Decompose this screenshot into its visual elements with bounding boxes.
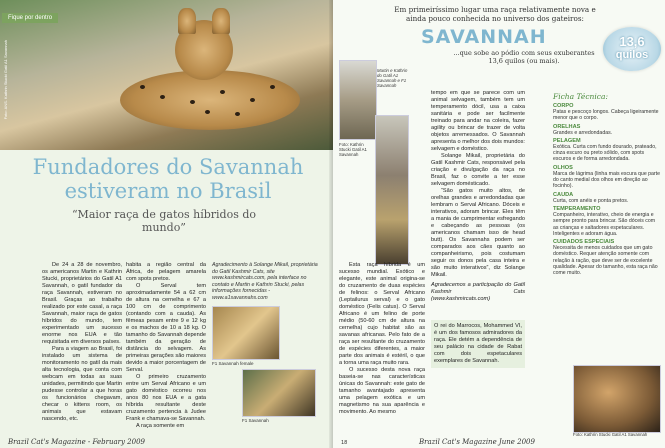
tech-heading: PELAGEM bbox=[553, 137, 581, 144]
paragraph: A raça somente em bbox=[136, 423, 185, 429]
tech-heading: TEMPERAMENTO bbox=[553, 205, 601, 212]
badge-number: 13,6 bbox=[619, 34, 645, 49]
cat-photo-2 bbox=[242, 369, 316, 417]
tech-heading: CUIDADOS ESPECIAIS bbox=[553, 239, 615, 246]
woman-cat-photo bbox=[573, 365, 661, 433]
acknowledgement: Agradecimento à Solange Mikail, proprietária do Gatil Kashmir Cats, site www.kashmircats.com, pela interface no contato e Martin e Kathrin Stucki, pelas informações fornecidas - www.a1savannahs.com bbox=[212, 262, 318, 301]
headline: SAVANNAH bbox=[421, 26, 547, 48]
cat-ear-left bbox=[178, 8, 196, 34]
paragraph: O rei do Marrocos, Mohammed VI, é um dos famosos admiradores da raça. Ele detém a dependência de seu palácio na cidade de Rabat com dois espetaculares exemplares de Savannah. bbox=[434, 323, 522, 364]
middle-column bbox=[431, 90, 525, 303]
column-2 bbox=[126, 262, 206, 430]
tech-text: Patas e pescoço longos. Cabeça ligeiramente menor que o corpo. bbox=[553, 109, 659, 122]
subtitle: “Maior raça de gatos híbridos do mundo” bbox=[71, 208, 257, 234]
paragraph: O Serval tem aproximadamente 54 a 62 cm de altura na cernelha e 67 a 100 cm de comprimento (contando com a cauda). As fêmeas pesam entre 9 e 12 kg e os machos de 10 a 18 kg. O tamanho do Savannah depende também da geração de distância do selvagem. As primeiras gerações são maiores devido a maior porcentagem de Serval. bbox=[126, 283, 206, 373]
tech-sheet bbox=[553, 92, 661, 277]
tech-text: Exótica. Curta com fundo dourado, prateado, cinza escuro ou preto sólido, com spots escuros e de forma arredondada. bbox=[553, 143, 657, 163]
paragraph: O primeiro cruzamento entre um Serval Africano e um gato doméstico ocorreu nos anos 80 nos EUA e a gata híbrida resultante deste cruzamento pertencia à Judee Frank e chamava-se Savannah. bbox=[126, 374, 206, 422]
cat-photo-1 bbox=[212, 306, 280, 360]
paragraph: De 24 a 28 de novembro, os americanos Martin e Kathrin Stucki, proprietários do Gatil A1 Savannah, o gatil fundador da raça Savannah, estiveram no Brasil. Graças ao trabalho realizado por este casal, a raça Savannah, maior raça de gatos híbridos do mundo, tem experimentado um sucesso enorme nos EUA e tão requisitada em diversos países. bbox=[42, 262, 122, 345]
photo-credit: Foto: ANS. Kathrin Stucki Gatil A1 Savannah bbox=[3, 40, 8, 120]
page-title: Fundadores do Savannah estiveram no Brasil bbox=[32, 155, 304, 203]
tech-heading: ORELHAS bbox=[553, 123, 581, 130]
tech-text: Marca de lágrima (linha mais escura que parte do canto medial dos olhos em direção ao focinho). bbox=[553, 170, 660, 190]
paragraph: Esta raça híbrida é um sucesso mundial. Exótico e elegante, este animal origina-se do cruzamento de duas espécies de felinos: o Serval Africano (Leptailurus serval) e o gato doméstico (Felis catus). O Serval Africano é um felino de porte médio (50-60 cm de altura na cernelha) cujo habitat são as savanas africanas. Pelo fato de a raça ser resultante do cruzamento de espécies diferentes, a maior parte dos animais é estéril, o que a torna uma raça muito rara. bbox=[339, 262, 425, 366]
page-footer: Brazil Cat's Magazine June 2009 bbox=[419, 438, 535, 446]
tech-title: Ficha Técnica: bbox=[553, 92, 608, 101]
tech-heading: CORPO bbox=[553, 103, 574, 109]
intro-text: Em primeiríssimo lugar uma raça relativamente nova e ainda pouco conhecida no universo dos gateiros: bbox=[394, 5, 596, 23]
photo-credit: Foto: Kathrin Stucki Gatil A1 Savannah bbox=[339, 142, 367, 157]
acknowledgement: Agradecemos a participação do Gatil Kashmir Cats (www.kashmircats.com) bbox=[431, 282, 525, 302]
page-footer: Brazil Cat's Magazine - February 2009 bbox=[8, 438, 145, 446]
tech-heading: OLHOS bbox=[553, 164, 573, 171]
tech-text: Companheiro, interativo, cheio de energia e sempre pronto para brincar. São dóceis com as crianças e saltadores espetaculares. Inteligentes e adoram água. bbox=[553, 211, 656, 237]
photo-credit: Foto: Kathrin Stucki Gatil A1 Savannah bbox=[573, 432, 648, 437]
cat-ear-right bbox=[212, 8, 230, 34]
paragraph: Para a viagem ao Brasil, foi instalado um sistema de monitoramento no gatil da mais alta tecnologia, que conta com webcam em todas as suas unidades, permitindo que Martin pudesse controlar a que horas os funcionários chegavam, checar o kittens room, os animais que estavam nascendo, etc. bbox=[42, 346, 122, 422]
right-page bbox=[333, 0, 665, 448]
caption: F1 Savannah bbox=[242, 418, 269, 424]
column-1 bbox=[42, 262, 122, 423]
tech-list bbox=[553, 103, 661, 277]
tech-heading: CAUDA bbox=[553, 191, 574, 198]
left-column bbox=[339, 262, 425, 416]
caption: F1 Savannah female bbox=[212, 360, 254, 366]
badge-unit: quilos bbox=[615, 49, 649, 61]
section-label: Fique por dentro bbox=[2, 13, 58, 23]
tech-text: Grandes e arredondadas. bbox=[553, 129, 613, 136]
paragraph: Solange Mikail, proprietária do Gatil Kashmir Cats, responsável pela criação e divulgação da raça no Brasil, faz o convite a ter esse selvagem domésticado. bbox=[431, 153, 525, 187]
page-number: 18 bbox=[341, 440, 348, 446]
paragraph: “São gatos muito altos, de orelhas grandes e arredondadas que lembram o Serval Africano. Dóceis e interativos, adoram brincar. Eles têm a mania de cumprimentar esfregando e cabeçando as pessoas (os americanos chamam isso de head butt). Os Savannahs podem ser comparados aos cães quanto ao companheirismo, pois costumam seguir os donos pela casa inteira e são muito interativos”, diz Solange Mikail. bbox=[431, 188, 525, 278]
person-cat-photo-2 bbox=[375, 115, 409, 265]
paragraph: tempo em que se parece com um animal selvagem, também tem um temperamento dócil, usa a caixa sanitária e pode ser facilmente treinado para andar na coleira, fazer agility ou brincar de trazer de volta objetos arremessados. O Savannah apresenta o melhor dos dois mundos: selvagem e doméstico. bbox=[431, 90, 525, 152]
tech-text: Necessita de menos cuidados que um gato doméstico. Requer atenção somente com relação à ração, que deve ser de excelente qualidade. Apesar do tamanho, esta raça não come muito. bbox=[553, 245, 658, 277]
column-3 bbox=[212, 262, 324, 425]
info-box bbox=[431, 320, 525, 368]
paragraph: O sucesso desta nova raça baseia-se nas características únicas do Savannah: este gato de tamanho avantajado apresenta uma pelagem exótica e um magnetismo na sua aparência e movimento. Ao mesmo bbox=[339, 367, 425, 415]
headline-sub: ...que sobe ao pódio com seus exuberantes 13,6 quilos (ou mais). bbox=[453, 49, 595, 65]
weight-badge bbox=[603, 27, 661, 71]
paragraph: habita a região central da África, de pelagem amarela com spots pretos. bbox=[126, 262, 206, 282]
photo-caption: Martin e Kathrin do Gatil A1 Savannah e F1 Savannah bbox=[377, 68, 408, 88]
person-cat-photo-1 bbox=[339, 60, 377, 140]
tech-text: Curta, com anéis e ponta pretos. bbox=[553, 197, 629, 204]
